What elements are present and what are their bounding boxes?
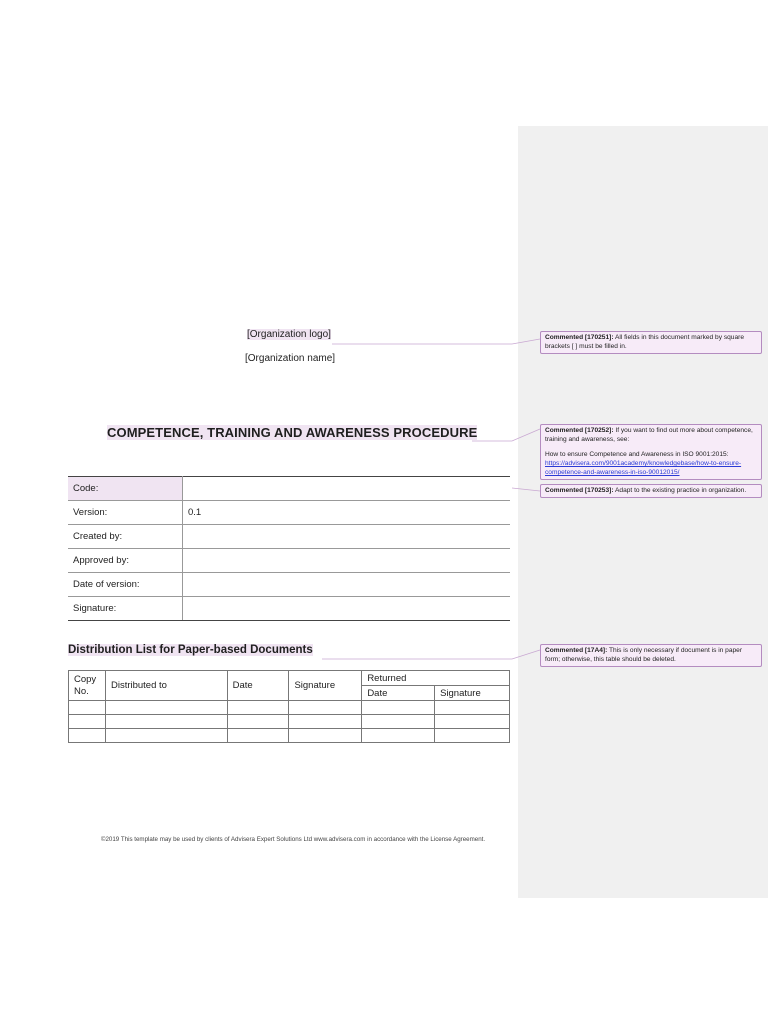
code-label: Code: [68,477,183,501]
comment-label: Commented [170252]: [545,427,614,434]
date-header: Date [227,671,289,701]
organization-name-placeholder[interactable]: [Organization name] [245,353,336,364]
table-cell[interactable] [435,701,510,715]
comment-text: All fields in this document marked by square brackets [ ] must be filled in. [545,334,745,350]
table-cell[interactable] [435,729,510,743]
table-cell[interactable] [227,701,289,715]
distribution-list-title: Distribution List for Paper-based Documents [68,644,313,656]
table-row [68,501,510,525]
distribution-list-table [68,670,510,743]
comment-balloon[interactable] [540,644,762,667]
comment-label: Commented [17A4]: [545,647,608,654]
returned-header: Returned [362,671,510,686]
table-cell[interactable] [105,729,227,743]
created-by-value[interactable] [183,525,511,549]
table-row [68,597,510,621]
comment-balloon[interactable] [540,424,762,480]
version-value[interactable]: 0.1 [183,501,511,525]
distributed-to-header: Distributed to [105,671,227,701]
table-cell[interactable] [362,701,435,715]
signature-label: Signature: [68,597,183,621]
comment-balloon[interactable] [540,331,762,354]
table-row [68,573,510,597]
table-row [69,715,510,729]
comment-text: Adapt to the existing practice in organization. [615,487,747,494]
table-row [68,525,510,549]
code-value[interactable] [183,477,511,501]
table-cell[interactable] [435,715,510,729]
table-cell[interactable] [289,715,362,729]
table-cell[interactable] [289,701,362,715]
table-row [68,477,510,501]
returned-signature-header: Signature [435,686,510,701]
table-cell[interactable] [105,715,227,729]
table-cell[interactable] [227,729,289,743]
table-cell[interactable] [69,729,106,743]
comment-text: This is only necessary if document is in paper form; otherwise, this table should be deleted. [545,647,743,663]
comment-link[interactable]: https://advisera.com/9001academy/knowledgebase/how-to-ensure-competence-and-awareness-in-iso-90012015/ [545,460,742,476]
document-control-table [68,476,510,621]
table-cell[interactable] [289,729,362,743]
comment-label: Commented [170251]: [545,334,614,341]
table-header-row [69,671,510,686]
comment-markup-pane [518,126,768,898]
table-cell[interactable] [105,701,227,715]
signature-value[interactable] [183,597,511,621]
comment-text: How to ensure Competence and Awareness in ISO 9001:2015: [545,451,729,458]
date-of-version-value[interactable] [183,573,511,597]
document-title: COMPETENCE, TRAINING AND AWARENESS PROCEDURE [107,425,478,440]
returned-date-header: Date [362,686,435,701]
created-by-label: Created by: [68,525,183,549]
table-row [69,701,510,715]
comment-text: If you want to find out more about competence, training and awareness, see: [545,427,753,443]
license-footer: ©2019 This template may be used by clients of Advisera Expert Solutions Ltd www.advisera.com in accordance with the License Agreement. [100,836,486,843]
comment-balloon[interactable] [540,484,762,498]
copy-no-header: Copy No. [69,671,106,701]
table-cell[interactable] [227,715,289,729]
table-cell[interactable] [362,715,435,729]
approved-by-label: Approved by: [68,549,183,573]
date-of-version-label: Date of version: [68,573,183,597]
table-cell[interactable] [69,715,106,729]
table-cell[interactable] [69,701,106,715]
organization-logo-placeholder[interactable]: [Organization logo] [247,329,331,340]
signature-header: Signature [289,671,362,701]
version-label: Version: [68,501,183,525]
table-cell[interactable] [362,729,435,743]
approved-by-value[interactable] [183,549,511,573]
table-row [68,549,510,573]
table-row [69,729,510,743]
comment-label: Commented [170253]: [545,487,614,494]
